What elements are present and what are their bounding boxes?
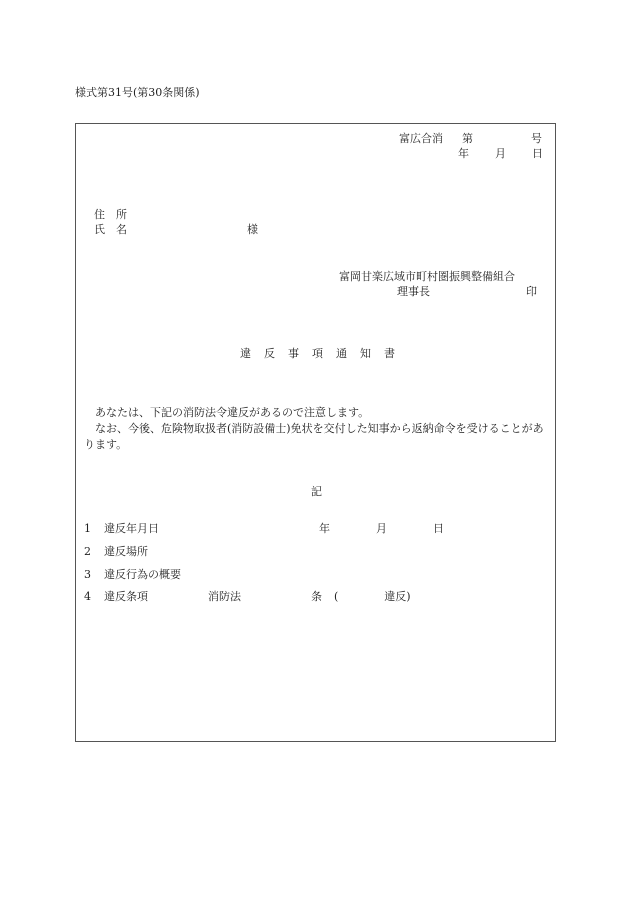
title-char: 反 <box>264 347 275 360</box>
item-month: 月 <box>376 522 387 535</box>
recipient-name-line <box>94 223 258 237</box>
title-char: 項 <box>312 347 323 360</box>
item-row-4 <box>84 590 411 604</box>
issuer-prefix: 富広合消 <box>399 132 443 145</box>
item-number: 1 <box>84 522 91 535</box>
item-open-paren: ( <box>334 590 339 603</box>
honorific-sama: 様 <box>247 223 258 236</box>
item-close: 違反) <box>384 590 411 603</box>
notice-paragraph-2: なお、今後、危険物取扱者(消防設備士)免状を交付した知事から返納命令を受けることがあります。 <box>84 422 544 451</box>
sender-organization: 富岡甘楽広域市町村圏振興整備組合 <box>339 270 515 283</box>
document-number-line <box>399 132 542 146</box>
address-label: 住 所 <box>94 208 127 221</box>
item-day: 日 <box>433 522 444 535</box>
title-char: 知 <box>360 347 371 360</box>
sender-title-line <box>397 285 537 299</box>
title-char: 通 <box>336 347 347 360</box>
item-label: 違反年月日 <box>104 522 159 535</box>
item-year: 年 <box>319 522 330 535</box>
item-article: 条 <box>311 590 322 603</box>
item-law: 消防法 <box>208 590 241 603</box>
date-year: 年 <box>458 147 469 160</box>
item-number: 4 <box>84 590 91 603</box>
number-dai: 第 <box>462 132 473 145</box>
title-char: 書 <box>384 347 395 360</box>
item-row-1 <box>84 522 444 536</box>
document-date-line <box>458 147 543 161</box>
item-label: 違反場所 <box>104 545 148 558</box>
document-title <box>240 347 395 361</box>
item-number: 3 <box>84 568 91 581</box>
seal-mark: 印 <box>526 285 537 298</box>
date-month: 月 <box>495 147 506 160</box>
form-number-label: 様式第31号(第30条関係) <box>75 86 200 99</box>
item-row-3 <box>84 568 181 582</box>
title-char: 事 <box>288 347 299 360</box>
item-label: 違反条項 <box>104 590 148 603</box>
item-row-2 <box>84 545 148 559</box>
item-number: 2 <box>84 545 91 558</box>
number-go: 号 <box>531 132 542 145</box>
notice-paragraph-1: あなたは、下記の消防法令違反があるので注意します。 <box>95 406 370 419</box>
ki-heading: 記 <box>311 485 322 498</box>
item-label: 違反行為の概要 <box>104 568 181 581</box>
date-day: 日 <box>532 147 543 160</box>
name-label: 氏 名 <box>94 223 127 236</box>
sender-title: 理事長 <box>397 285 430 298</box>
title-char: 違 <box>240 347 251 360</box>
